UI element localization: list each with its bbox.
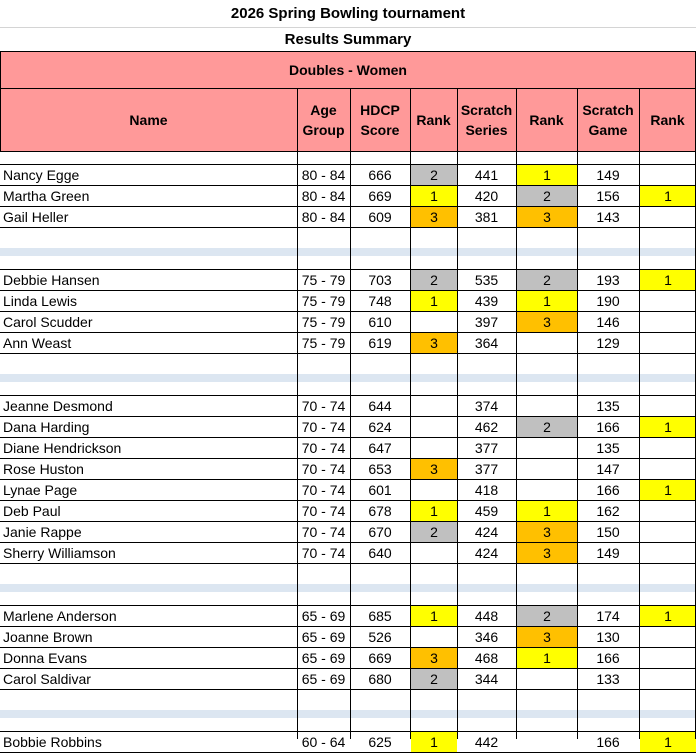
row-divider [0,458,696,459]
rank-hdcp-cell: 1 [411,606,457,626]
row-divider [0,164,696,165]
rank-game-cell [640,396,696,416]
scratch-game-cell: 149 [596,167,620,183]
rank-hdcp-cell [411,627,457,647]
age-group-cell: 75 - 79 [301,335,346,351]
column-divider [0,51,1,151]
scratch-series-cell: 374 [474,398,499,414]
rank-game-cell: 1 [640,186,696,206]
age-group-cell: 65 - 69 [301,608,346,624]
age-group-cell: 60 - 64 [301,734,346,750]
rank-hdcp-cell: 2 [411,669,457,689]
scratch-series-cell: 468 [474,650,499,666]
scratch-series-cell: 364 [474,335,499,351]
rank-series-cell [517,480,577,500]
rank-series-cell [517,669,577,689]
rank-series-cell: 1 [517,501,577,521]
row-divider [0,500,696,501]
rank-series-cell: 2 [517,417,577,437]
age-group-cell: 80 - 84 [301,188,346,204]
rank-hdcp-cell: 1 [411,732,457,752]
name-cell: Diane Hendrickson [3,440,122,456]
scratch-game-cell: 166 [596,419,620,435]
header-scratch-series-line2: Series [465,121,508,138]
rank-hdcp-cell [411,312,457,332]
rank-hdcp-cell: 3 [411,459,457,479]
rank-series-cell: 1 [517,291,577,311]
rank-game-cell [640,438,696,458]
rank-series-cell [517,459,577,479]
name-cell: Gail Heller [3,209,69,225]
hdcp-score-cell: 644 [368,398,392,414]
name-cell: Donna Evans [3,650,88,666]
rank-series-cell: 3 [517,522,577,542]
scratch-series-cell: 381 [474,209,499,225]
rank-game-cell [640,312,696,332]
row-divider [0,395,696,396]
hdcp-score-cell: 653 [368,461,392,477]
row-divider [0,206,696,207]
row-divider [0,479,696,480]
name-cell: Nancy Egge [3,167,80,183]
scratch-series-cell: 397 [474,314,499,330]
scratch-game-cell: 193 [596,272,620,288]
rank-hdcp-cell: 1 [411,186,457,206]
rank-hdcp-cell: 3 [411,207,457,227]
hdcp-score-cell: 619 [368,335,392,351]
rank-series-cell [517,333,577,353]
header-scratch-series-line1: Scratch [460,101,513,118]
age-group-cell: 75 - 79 [301,314,346,330]
rank-game-cell [640,207,696,227]
hdcp-score-cell: 610 [368,314,392,330]
row-divider [0,185,696,186]
column-divider [516,88,517,739]
scratch-series-cell: 459 [474,503,499,519]
hdcp-score-cell: 748 [368,293,392,309]
name-cell: Carol Scudder [3,314,93,330]
scratch-game-cell: 156 [596,188,620,204]
header-rank-hdcp: Rank [410,88,457,151]
rank-series-cell: 3 [517,627,577,647]
scratch-game-cell: 190 [596,293,620,309]
rank-series-cell: 2 [517,606,577,626]
age-group-cell: 65 - 69 [301,629,346,645]
age-group-cell: 75 - 79 [301,272,346,288]
scratch-game-cell: 143 [596,209,620,225]
scratch-game-cell: 149 [596,545,620,561]
hdcp-score-cell: 526 [368,629,392,645]
row-divider [0,27,696,28]
rank-series-cell [517,732,577,752]
scratch-game-cell: 166 [596,650,620,666]
row-divider [0,689,696,690]
scratch-series-cell: 377 [474,461,499,477]
name-cell: Linda Lewis [3,293,77,309]
rank-hdcp-cell [411,417,457,437]
rank-hdcp-cell: 1 [411,501,457,521]
age-group-cell: 70 - 74 [301,503,346,519]
rank-series-cell [517,438,577,458]
header-hdcp-score-line1: HDCP [360,101,400,118]
header-rank-game: Rank [639,88,696,151]
rank-game-cell [640,543,696,563]
row-divider [0,563,696,564]
row-divider [0,151,696,152]
rank-game-cell [640,522,696,542]
scratch-series-cell: 377 [474,440,499,456]
name-cell: Debbie Hansen [3,272,100,288]
scratch-series-cell: 344 [474,671,499,687]
header-scratch-game-line2: Game [588,121,628,138]
scratch-series-cell: 448 [474,608,499,624]
name-cell: Dana Harding [3,419,90,435]
row-divider [0,290,696,291]
header-hdcp-score [350,88,410,151]
column-divider [297,88,298,739]
rank-game-cell [640,459,696,479]
name-cell: Sherry Williamson [3,545,116,561]
hdcp-score-cell: 666 [368,167,392,183]
rank-series-cell: 3 [517,543,577,563]
name-cell: Joanne Brown [3,629,93,645]
name-cell: Carol Saldivar [3,671,91,687]
rank-game-cell [640,669,696,689]
rank-hdcp-cell: 1 [411,291,457,311]
rank-game-cell: 1 [640,270,696,290]
rank-game-cell [640,333,696,353]
age-group-cell: 80 - 84 [301,167,346,183]
rank-game-cell: 1 [640,417,696,437]
age-group-cell: 70 - 74 [301,545,346,561]
hdcp-score-cell: 609 [368,209,392,225]
rank-series-cell: 2 [517,270,577,290]
scratch-game-cell: 162 [596,503,620,519]
hdcp-score-cell: 640 [368,545,392,561]
row-divider [0,51,696,52]
column-divider [577,88,578,739]
scratch-game-cell: 150 [596,524,620,540]
scratch-series-cell: 418 [474,482,499,498]
scratch-game-cell: 135 [596,440,620,456]
row-divider [0,437,696,438]
scratch-game-cell: 135 [596,398,620,414]
name-cell: Lynae Page [3,482,78,498]
rank-hdcp-cell: 3 [411,648,457,668]
age-group-cell: 70 - 74 [301,482,346,498]
rank-hdcp-cell: 2 [411,270,457,290]
header-scratch-game [577,88,639,151]
rank-hdcp-cell [411,396,457,416]
header-age-group-line2: Group [302,121,345,138]
row-divider [0,227,696,228]
age-group-cell: 70 - 74 [301,524,346,540]
name-cell: Jeanne Desmond [3,398,113,414]
row-divider [0,542,696,543]
rank-hdcp-cell: 3 [411,333,457,353]
age-group-cell: 65 - 69 [301,671,346,687]
scratch-series-cell: 442 [474,734,499,750]
rank-hdcp-cell: 2 [411,165,457,185]
scratch-game-cell: 174 [596,608,620,624]
age-group-cell: 70 - 74 [301,398,346,414]
age-group-cell: 70 - 74 [301,461,346,477]
hdcp-score-cell: 680 [368,671,392,687]
row-divider [0,626,696,627]
name-cell: Rose Huston [3,461,84,477]
rank-series-cell: 2 [517,186,577,206]
column-divider [639,88,640,739]
name-cell: Bobbie Robbins [3,734,102,750]
header-scratch-game-line1: Scratch [582,101,634,118]
hdcp-score-cell: 624 [368,419,392,435]
rank-hdcp-cell [411,480,457,500]
hdcp-score-cell: 678 [368,503,392,519]
section-title: Doubles - Women [0,51,696,88]
sheet-subtitle: Results Summary [284,30,412,48]
rank-game-cell [640,291,696,311]
rank-hdcp-cell [411,438,457,458]
name-cell: Deb Paul [3,503,61,519]
row-divider [0,647,696,648]
row-divider [0,416,696,417]
row-divider [0,311,696,312]
hdcp-score-cell: 601 [368,482,392,498]
scratch-series-cell: 535 [474,272,499,288]
rank-series-cell [517,396,577,416]
scratch-series-cell: 424 [474,545,499,561]
hdcp-score-cell: 647 [368,440,392,456]
hdcp-score-cell: 669 [368,650,392,666]
rank-game-cell: 1 [640,480,696,500]
header-hdcp-score-line2: Score [360,121,400,138]
header-name: Name [0,88,297,151]
scratch-series-cell: 439 [474,293,499,309]
column-divider [410,88,411,739]
rank-game-cell [640,627,696,647]
rank-game-cell: 1 [640,732,696,752]
name-cell: Marlene Anderson [3,608,117,624]
row-divider [0,332,696,333]
scratch-game-cell: 146 [596,314,620,330]
group-separator [0,248,696,256]
group-separator [0,710,696,718]
sheet-title: 2026 Spring Bowling tournament [230,5,466,22]
hdcp-score-cell: 685 [368,608,392,624]
column-divider [350,88,351,739]
age-group-cell: 80 - 84 [301,209,346,225]
rank-series-cell: 3 [517,207,577,227]
row-divider [0,521,696,522]
rank-game-cell [640,501,696,521]
scratch-game-cell: 133 [596,671,620,687]
row-divider [0,353,696,354]
hdcp-score-cell: 625 [368,734,392,750]
scratch-series-cell: 424 [474,524,499,540]
rank-game-cell: 1 [640,606,696,626]
header-scratch-series [457,88,516,151]
age-group-cell: 70 - 74 [301,419,346,435]
header-rank-series: Rank [516,88,577,151]
row-divider [0,605,696,606]
scratch-game-cell: 166 [596,482,620,498]
rank-series-cell: 1 [517,165,577,185]
row-divider [0,731,696,732]
row-divider [0,269,696,270]
rank-hdcp-cell [411,543,457,563]
scratch-series-cell: 420 [474,188,499,204]
scratch-series-cell: 462 [474,419,499,435]
column-divider [457,88,458,739]
row-divider [0,668,696,669]
name-cell: Janie Rappe [3,524,82,540]
scratch-game-cell: 130 [596,629,620,645]
group-separator [0,374,696,382]
group-separator [0,584,696,592]
scratch-game-cell: 147 [596,461,620,477]
age-group-cell: 70 - 74 [301,440,346,456]
scratch-series-cell: 346 [474,629,499,645]
rank-series-cell: 1 [517,648,577,668]
rank-game-cell [640,165,696,185]
name-cell: Ann Weast [3,335,72,351]
rank-game-cell [640,648,696,668]
row-divider [0,88,696,89]
hdcp-score-cell: 670 [368,524,392,540]
header-age-group [297,88,350,151]
scratch-game-cell: 129 [596,335,620,351]
rank-series-cell: 3 [517,312,577,332]
rank-hdcp-cell: 2 [411,522,457,542]
scratch-series-cell: 441 [474,167,499,183]
scratch-game-cell: 166 [596,734,620,750]
hdcp-score-cell: 703 [368,272,392,288]
hdcp-score-cell: 669 [368,188,392,204]
name-cell: Martha Green [3,188,90,204]
header-age-group-line1: Age [310,101,337,118]
age-group-cell: 65 - 69 [301,650,346,666]
age-group-cell: 75 - 79 [301,293,346,309]
